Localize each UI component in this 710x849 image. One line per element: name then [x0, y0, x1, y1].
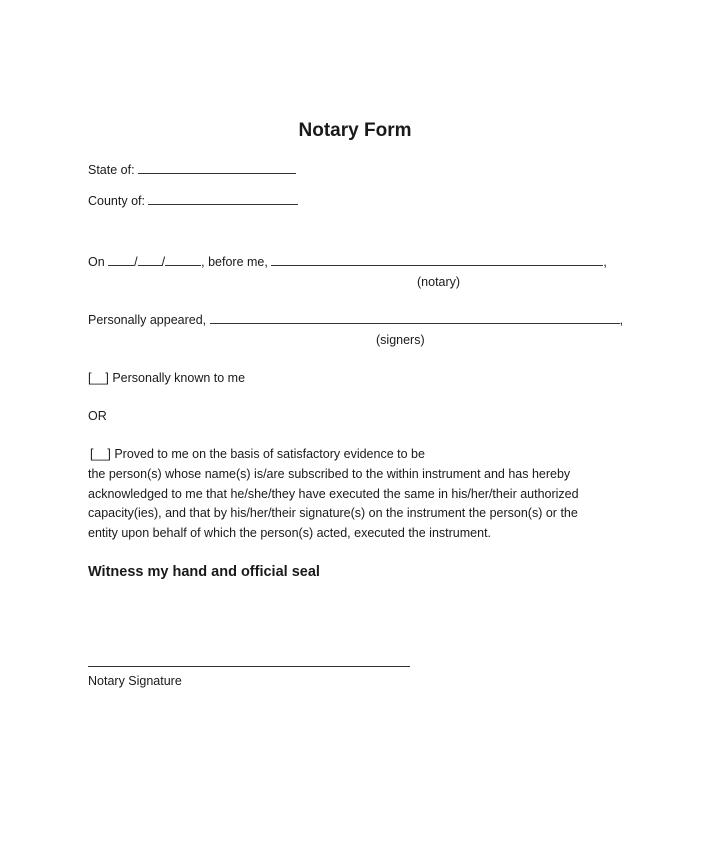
- proved-option-row: [90, 446, 425, 462]
- trailing-comma: ,: [619, 313, 624, 327]
- paragraph-line: acknowledged to me that he/she/they have executed the same in his/her/their authorized: [88, 486, 579, 501]
- county-label: County of:: [88, 194, 145, 208]
- paragraph-line: capacity(ies), and that by his/her/their signature(s) on the instrument the person(s) or the: [88, 506, 578, 520]
- state-label: State of:: [88, 163, 135, 177]
- signature-label: Notary Signature: [88, 674, 182, 688]
- county-blank-line[interactable]: [148, 193, 298, 205]
- known-checkbox[interactable]: [__]: [88, 371, 109, 385]
- date-separator: /: [161, 255, 166, 269]
- paragraph-line: entity upon behalf of which the person(s) acted, executed the instrument.: [88, 525, 492, 540]
- personally-appeared-row: [88, 312, 623, 328]
- or-label: OR: [88, 409, 107, 423]
- state-blank-line[interactable]: [138, 162, 296, 174]
- state-row: [88, 162, 296, 178]
- witness-heading: Witness my hand and official seal: [88, 564, 320, 580]
- date-row: [88, 254, 607, 270]
- known-option-row: [88, 370, 245, 386]
- date-month-line[interactable]: [108, 254, 134, 266]
- proved-first-line: Proved to me on the basis of satisfactory evidence to be: [114, 447, 425, 461]
- county-row: [88, 193, 298, 209]
- signature-line[interactable]: [88, 666, 410, 667]
- on-label: On: [88, 255, 105, 269]
- date-day-line[interactable]: [138, 254, 162, 266]
- notary-name-line[interactable]: [271, 254, 603, 266]
- before-me-label: , before me,: [201, 255, 268, 269]
- trailing-comma: ,: [603, 255, 607, 269]
- signers-name-line[interactable]: [210, 312, 620, 324]
- paragraph-line: the person(s) whose name(s) is/are subscribed to the within instrument and has hereby: [88, 467, 571, 481]
- proved-paragraph: [88, 465, 608, 543]
- date-separator: /: [134, 255, 138, 269]
- notary-caption: (notary): [417, 275, 461, 289]
- page-title: Notary Form: [298, 120, 412, 141]
- known-label: Personally known to me: [112, 371, 246, 385]
- date-year-line[interactable]: [165, 254, 201, 266]
- proved-checkbox[interactable]: [__]: [90, 447, 111, 461]
- personally-appeared-label: Personally appeared,: [88, 313, 207, 327]
- signers-caption: (signers): [376, 333, 425, 347]
